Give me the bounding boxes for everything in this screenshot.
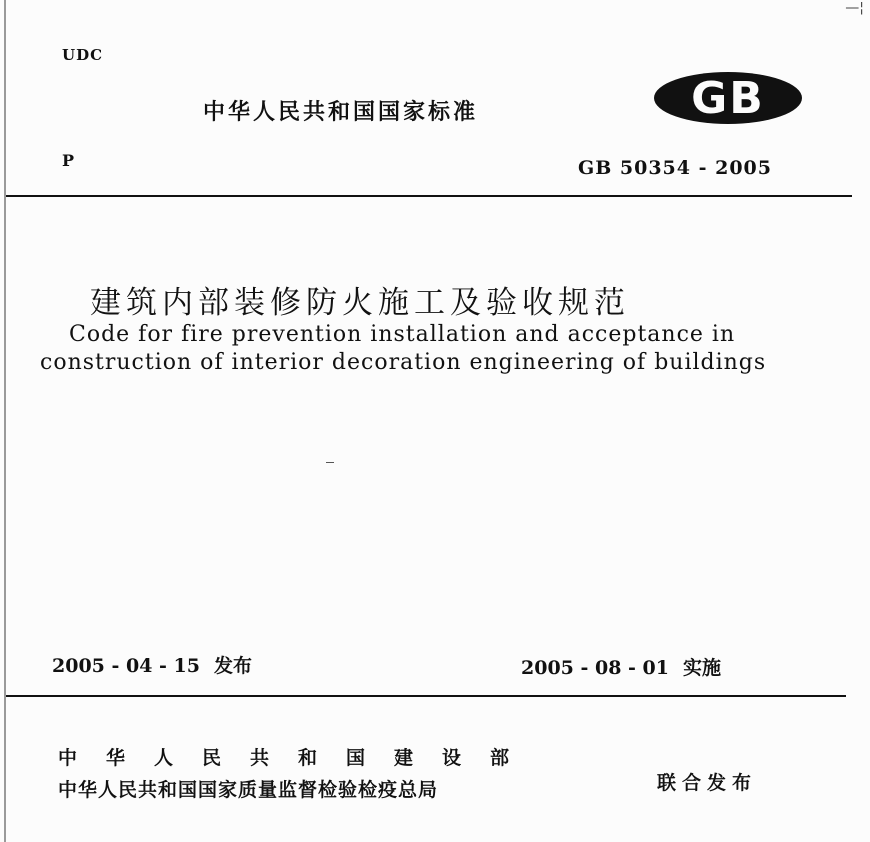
header-divider: [6, 195, 852, 197]
implement-date: 2005 - 08 - 01: [521, 657, 669, 679]
joint-issue-label: 联合发布: [657, 772, 758, 794]
udc-label: UDC: [62, 46, 104, 64]
gb-logo: [652, 70, 804, 126]
footer-divider: [6, 695, 846, 697]
title-chinese: 建筑内部装修防火施工及验收规范: [90, 285, 630, 321]
issuer-aqsiq: 中华人民共和国国家质量监督检验检疫总局: [58, 779, 439, 801]
issue-date-row: [52, 651, 252, 678]
standard-number: GB 50354 - 2005: [578, 157, 772, 179]
class-code: P: [62, 151, 75, 170]
issuer-ministry: 中华人民共和国建设部: [58, 747, 539, 769]
issue-label: 发布: [214, 655, 253, 677]
national-standard-heading: 中华人民共和国国家标准: [203, 100, 479, 125]
implement-label: 实施: [683, 657, 722, 679]
title-english-line2: construction of interior decoration engineering of buildings: [40, 350, 767, 375]
implement-date-row: [521, 653, 721, 680]
issue-date: 2005 - 04 - 15: [52, 655, 200, 677]
stray-mark: [326, 462, 334, 463]
page-left-edge: [4, 0, 6, 842]
title-english-line1: Code for fire prevention installation and acceptance in: [69, 322, 736, 347]
gb-logo-text: GB: [691, 73, 765, 124]
corner-mark: —¦: [845, 0, 864, 16]
